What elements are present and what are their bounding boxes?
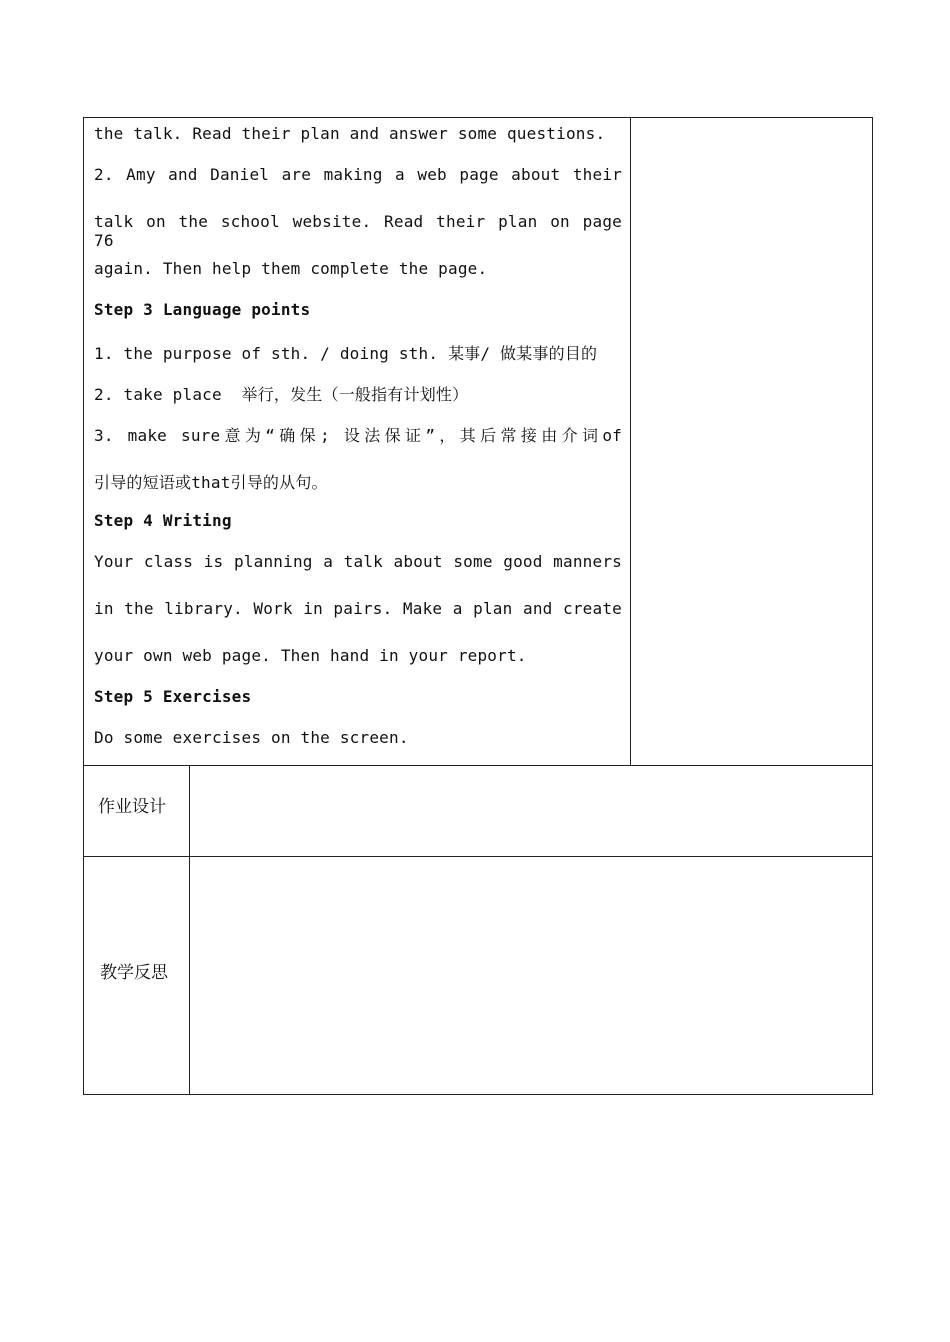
label-column-divider: [189, 765, 190, 1094]
content-line: 3. make sure意为“确保; 设法保证”，其后常接由介词of: [94, 426, 622, 445]
lesson-plan-table: [83, 117, 873, 1095]
content-line: Your class is planning a talk about some good manners: [94, 552, 622, 571]
row-divider-1: [84, 765, 872, 766]
content-line: again. Then help them complete the page.: [94, 259, 488, 278]
reflection-label: 教学反思: [100, 963, 168, 983]
content-line: the talk. Read their plan and answer some questions.: [94, 124, 606, 143]
homework-label: 作业设计: [98, 797, 166, 817]
content-line: 1. the purpose of sth. / doing sth. 某事/ 做某事的目的: [94, 344, 598, 363]
content-line: in the library. Work in pairs. Make a plan and create: [94, 599, 622, 618]
content-line: 2. Amy and Daniel are making a web page about their: [94, 165, 622, 184]
content-line: 2. take place 举行，发生（一般指有计划性）: [94, 385, 469, 404]
step-4-heading: Step 4 Writing: [94, 511, 232, 530]
content-line: talk on the school website. Read their plan on page 76: [94, 212, 622, 250]
step-3-heading: Step 3 Language points: [94, 300, 311, 319]
content-line: Do some exercises on the screen.: [94, 728, 409, 747]
content-line: 引导的短语或that引导的从句。: [94, 473, 328, 492]
column-divider: [630, 118, 631, 765]
content-line: your own web page. Then hand in your report.: [94, 646, 527, 665]
row-divider-2: [84, 856, 872, 857]
step-5-heading: Step 5 Exercises: [94, 687, 252, 706]
